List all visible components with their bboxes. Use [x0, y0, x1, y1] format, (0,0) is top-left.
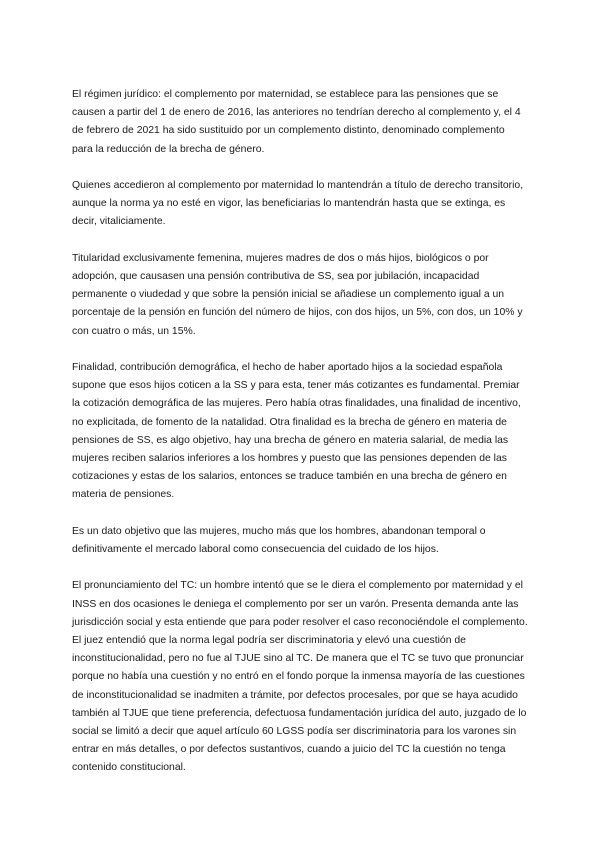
paragraph-pronunciamiento-tc: El pronunciamiento del TC: un hombre intentó que se le diera el complemento por maternidad y el INSS en dos ocasiones le deniega el complemento por ser un varón. Presenta demanda ante las jurisdicción social y esta entiende que para poder resolver el caso reconociéndole el complemento. El juez entendió que la norma legal podría ser discriminatoria y elevó una cuestión de inconstitucionalidad, pero no fue al TJUE sino al TC. De manera que el TC se tuvo que pronunciar porque no había una cuestión y no entró en el fondo porque la inmensa mayoría de las cuestiones de inconstitucionalidad se inadmiten a trámite, por defectos procesales, por que se haya acudido también al TJUE que tiene preferencia, defectuosa fundamentación jurídica del auto, juzgado de lo social se limitó a decir que aquel artículo 60 LGSS podía ser discriminatoria para los varones sin entrar en más detalles, o por defectos sustantivos, cuando a juicio del TC la cuestión no tenga contenido constitucional. — [72, 580, 528, 774]
paragraph-titularidad: Titularidad exclusivamente femenina, mujeres madres de dos o más hijos, biológicos o por adopción, que causasen una pensión contributiva de SS, sea por jubilación, incapacidad permanente o viudedad y que sobre la pensión inicial se añadiese un complemento igual a un porcentaje de la pensión en función del número de hijos, con dos hijos, un 5%, con dos, un 10% y con cuatro o más, un 15%. — [72, 252, 523, 337]
paragraph-regimen-juridico: El régimen jurídico: el complemento por maternidad, se establece para las pensiones que se causen a partir del 1 de enero de 2016, las anteriores no tendrían derecho al complemento y, el 4 de febrero de 2021 ha sido sustituido por un complemento distinto, denominado complemento para la reducción de la brecha de género. — [72, 89, 521, 155]
paragraph-dato-objetivo: Es un dato objetivo que las mujeres, mucho más que los hombres, abandonan temporal o definitivamente el mercado laboral como consecuencia del cuidado de los hijos. — [72, 525, 486, 556]
paragraph-derecho-transitorio: Quienes accedieron al complemento por maternidad lo mantendrán a título de derecho transitorio, aunque la norma ya no esté en vigor, las beneficiarias lo mantendrán hasta que se extinga, es decir, vitaliciamente. — [72, 180, 524, 228]
paragraph-finalidad: Finalidad, contribución demográfica, el hecho de haber aportado hijos a la sociedad española supone que esos hijos coticen a la SS y para esta, tener más cotizantes es fundamental. Premiar la cotización demográfica de las mujeres. Pero había otras finalidades, una finalidad de incentivo, no explicitada, de fomento de la natalidad. Otra finalidad es la brecha de género en materia de pensiones de SS, es algo objetivo, hay una brecha de género en materia salarial, de media las mujeres reciben salarios inferiores a los hombres y puesto que las pensiones dependen de las cotizaciones y estas de los salarios, entonces se traduce también en una brecha de género en materia de pensiones. — [72, 362, 521, 501]
document-body — [72, 86, 528, 796]
